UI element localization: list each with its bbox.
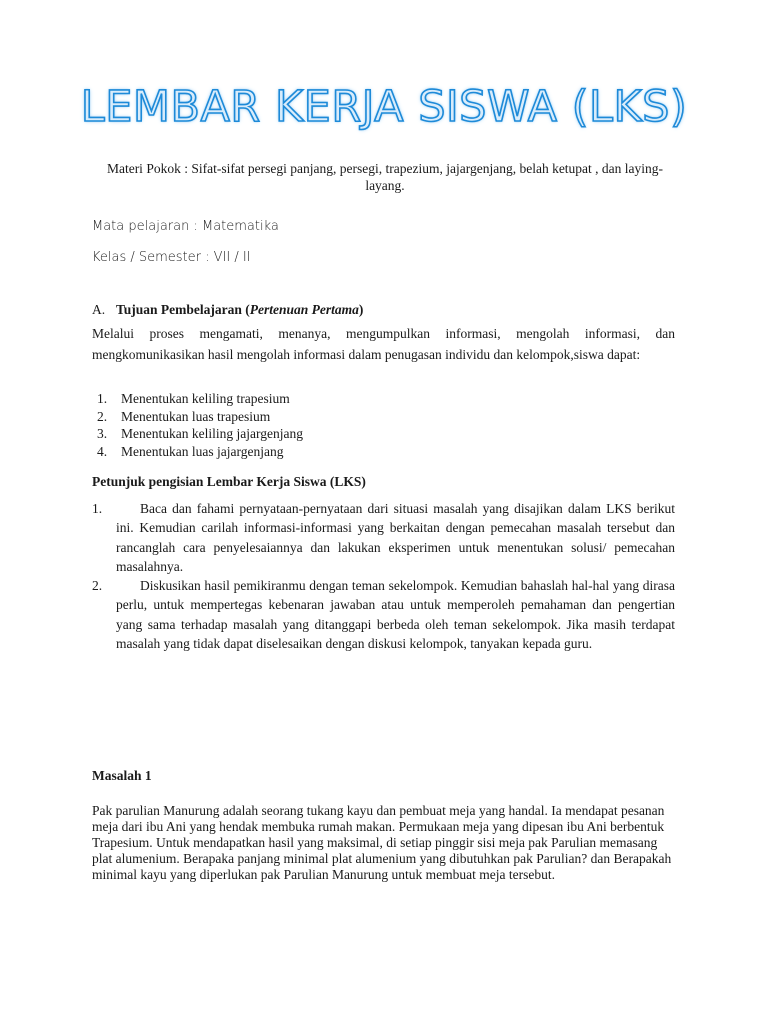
list-item [97, 408, 303, 426]
section-a-heading [92, 302, 363, 318]
mata-pelajaran: Mata pelajaran : Matematika [92, 219, 279, 234]
step-item [92, 499, 675, 576]
list-text: Menentukan luas trapesium [121, 408, 271, 424]
list-item [97, 390, 303, 408]
materi-pokok: Materi Pokok : Sifat-sifat persegi panjang, persegi, trapezium, jajargenjang, belah ketupat , dan laying-layang. [106, 161, 664, 193]
document-title: LEMBAR KERJA SISWA (LKS) [80, 82, 688, 132]
masalah-text: Pak parulian Manurung adalah seorang tukang kayu dan pembuat meja yang handal. Ia mendapat pesanan meja dari ibu Ani yang hendak membuka rumah makan. Permukaan meja yang dipesan ibu Ani berbentuk Trapesium. Untuk mendapatkan hasil yang maksimal, di setiap pinggir sisi meja pak Parulian memasang plat alumenium. Berapaka panjang minimal plat alumenium yang dibutuhkan pak Parulian? dan Berapakah minimal kayu yang diperlukan pak Parulian Manurung untuk membuat meja tersebut. [92, 803, 672, 882]
section-letter: A. [92, 302, 106, 317]
step-text: Baca dan fahami pernyataan-pernyataan dari situasi masalah yang disajikan dalam LKS berikut ini. Kemudian carilah informasi-informasi yang berkaitan dengan pemecahan masalah tersebut dan rancanglah cara penyelesaiannya dan lakukan eksperimen untuk menentukan solusi/ pemecahan masalahnya. [116, 501, 675, 574]
masalah-heading: Masalah 1 [92, 768, 152, 783]
list-number: 1. [97, 391, 108, 406]
heading-suffix: ) [358, 302, 364, 317]
step-number: 2. [92, 578, 103, 594]
list-number: 4. [97, 443, 108, 459]
list-text: Menentukan luas jajargenjang [121, 443, 284, 459]
list-number: 2. [97, 408, 108, 424]
petunjuk-steps [92, 499, 675, 653]
step-item [92, 576, 675, 653]
list-number: 3. [97, 426, 108, 442]
step-number: 1. [92, 501, 103, 516]
heading-prefix: Tujuan Pembelajaran ( [116, 302, 250, 317]
step-text: Diskusikan hasil pemikiranmu dengan teman sekelompok. Kemudian bahaslah hal-hal yang dirasa perlu, untuk mempertegas kebenaran jawaban atau untuk memperoleh pemahaman dan pengertian yang sama terhadap masalah yang ditanggapi berbeda oleh teman sekelompok. Jika masih terdapat masalah yang tidak dapat diselesaikan dengan diskusi kelompok, tanyakan kepada guru. [116, 578, 675, 652]
list-text: Menentukan keliling trapesium [121, 391, 290, 406]
objectives-list [97, 390, 303, 460]
kelas-semester: Kelas / Semester : VII / II [92, 250, 251, 265]
petunjuk-heading: Petunjuk pengisian Lembar Kerja Siswa (LKS) [92, 474, 366, 489]
heading-italic: Pertenuan Pertama [249, 302, 359, 317]
list-item [97, 425, 303, 443]
list-item [97, 443, 303, 461]
section-a-intro: Melalui proses mengamati, menanya, mengumpulkan informasi, mengolah informasi, dan mengkomunikasikan hasil mengolah informasi dalam penugasan individu dan kelompok,siswa dapat: [92, 326, 675, 362]
list-text: Menentukan keliling jajargenjang [121, 426, 303, 442]
